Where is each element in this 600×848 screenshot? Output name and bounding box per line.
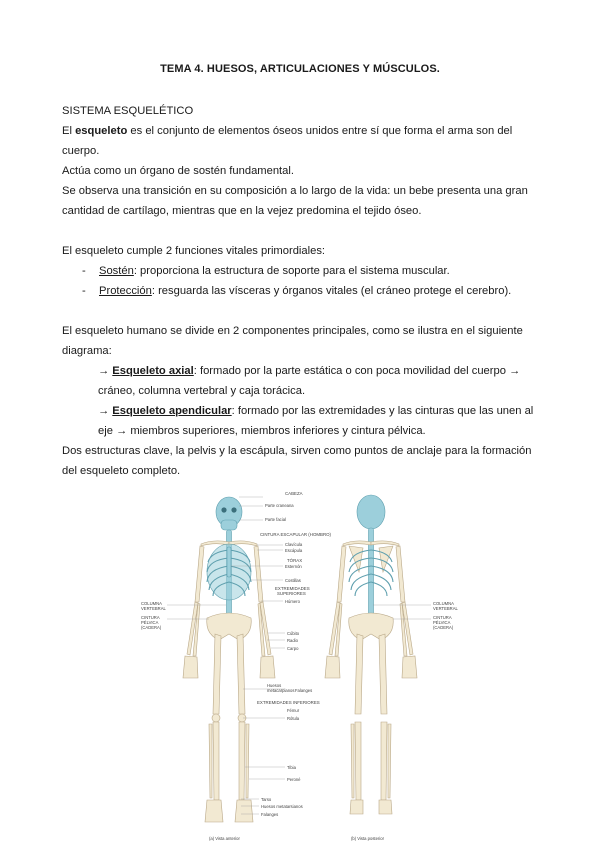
- label-parte-facial: Parte facial: [265, 517, 286, 522]
- functions-list: [62, 261, 540, 301]
- label-cintura-escapular: CINTURA ESCAPULAR (HOMBRO): [260, 532, 331, 537]
- label-parte-craneana: Parte craneana: [265, 503, 294, 508]
- component-axial: [62, 361, 540, 401]
- function-text: : resguarda las vísceras y órganos vitales (el cráneo protege el cerebro).: [151, 285, 512, 297]
- body-text: [62, 101, 540, 481]
- components-closing: Dos estructuras clave, la pelvis y la escápula, sirven como puntos de anclaje para la formación del esqueleto completo.: [62, 445, 532, 477]
- label-falanges-pie: Falanges: [261, 812, 279, 817]
- list-item: [82, 261, 540, 281]
- functions-lead: El esqueleto cumple 2 funciones vitales primordiales:: [62, 245, 326, 257]
- label-huesos-metatarsianos: Huesos metatarsianos: [261, 804, 303, 809]
- label-left-cintura-1: CINTURA: [141, 615, 160, 620]
- section-heading: SISTEMA ESQUELÉTICO: [62, 105, 194, 117]
- label-cubito: Cúbito: [287, 631, 300, 636]
- label-extremidades-superiores-2: SUPERIORES: [277, 591, 306, 596]
- components-lead: El esqueleto humano se divide en 2 componentes principales, como se ilustra en el siguiente diagrama:: [62, 325, 523, 357]
- component-apendicular: [62, 401, 540, 441]
- label-clavicula: Clavícula: [285, 542, 303, 547]
- label-perone: Peroné: [287, 777, 301, 782]
- label-radio: Radio: [287, 638, 298, 643]
- label-tarso: Tarso: [261, 797, 272, 802]
- intro-paragraph-2: Actúa como un órgano de sostén fundamental.: [62, 165, 294, 177]
- intro-pre: El: [62, 125, 76, 137]
- intro-paragraph-3: Se observa una transición en su composición a lo largo de la vida: un bebe presenta una gran cantidad de cartílago, mientras que en la vejez predomina el tejido óseo.: [62, 185, 528, 217]
- term-esqueleto-apendicular: Esqueleto apendicular: [112, 405, 232, 417]
- intro-rest: es el conjunto de elementos óseos unidos entre sí que forma el arma son del cuerpo.: [62, 125, 513, 157]
- label-extremidades-superiores-1: EXTREMIDADES: [275, 586, 310, 591]
- skeleton-illustration: [135, 484, 465, 846]
- label-right-cintura-3: (CADERA): [433, 625, 454, 630]
- skeleton-figure: [135, 484, 465, 846]
- label-huesos-metacarpianos-2: metacarpianos: [267, 688, 295, 693]
- term-esqueleto: esqueleto: [75, 125, 128, 137]
- label-rotula: Rótula: [287, 716, 300, 721]
- term-sosten: Sostén: [99, 265, 134, 277]
- label-right-columna-2: VERTEBRAL: [433, 606, 458, 611]
- label-left-cintura-3: (CADERA): [141, 625, 162, 630]
- label-right-cintura-1: CINTURA: [433, 615, 452, 620]
- label-left-columna-2: VERTEBRAL: [141, 606, 166, 611]
- label-left-cintura-2: PÉLVICA: [141, 620, 159, 625]
- label-esternon: Esternón: [285, 564, 302, 569]
- label-huesos-metacarpianos-1: Huesos: [267, 683, 282, 688]
- label-left-columna-1: COLUMNA: [141, 601, 162, 606]
- label-humero: Húmero: [285, 599, 300, 604]
- skeleton-anterior-drawing: [183, 497, 275, 822]
- label-femur: Fémur: [287, 708, 300, 713]
- caption-posterior: (b) Vista posterior: [351, 836, 384, 841]
- component-text: : formado por la parte estática o con poca movilidad del cuerpo → cráneo, columna vertebral y caja torácica.: [98, 365, 521, 397]
- intro-paragraph-1: [62, 121, 540, 161]
- term-proteccion: Protección: [99, 285, 152, 297]
- label-right-cintura-2: PÉLVICA: [433, 620, 451, 625]
- label-right-columna-1: COLUMNA: [433, 601, 454, 606]
- label-extremidades-inferiores: EXTREMIDADES INFERIORES: [257, 700, 320, 705]
- label-escapula: Escápula: [285, 548, 303, 553]
- skeleton-posterior-drawing: [325, 495, 417, 814]
- arrow-glyph: →: [98, 365, 113, 377]
- label-tibia: Tibia: [287, 765, 296, 770]
- term-esqueleto-axial: Esqueleto axial: [112, 365, 194, 377]
- function-text: : proporciona la estructura de soporte para el sistema muscular.: [133, 265, 450, 277]
- label-cabeza: CABEZA: [285, 491, 303, 496]
- label-falanges-mano: Falanges: [295, 688, 313, 693]
- label-costillas: Costillas: [285, 578, 301, 583]
- caption-anterior: (a) Vista anterior: [209, 836, 240, 841]
- label-torax: TÓRAX: [287, 558, 303, 563]
- page-title: TEMA 4. HUESOS, ARTICULACIONES Y MÚSCULOS.: [160, 63, 440, 75]
- component-text: : formado por las extremidades y las cinturas que las unen al eje → miembros superiores, miembros inferiores y cintura pélvica.: [98, 405, 534, 437]
- label-carpo: Carpo: [287, 646, 299, 651]
- list-item: [82, 281, 540, 301]
- arrow-glyph: →: [98, 405, 113, 417]
